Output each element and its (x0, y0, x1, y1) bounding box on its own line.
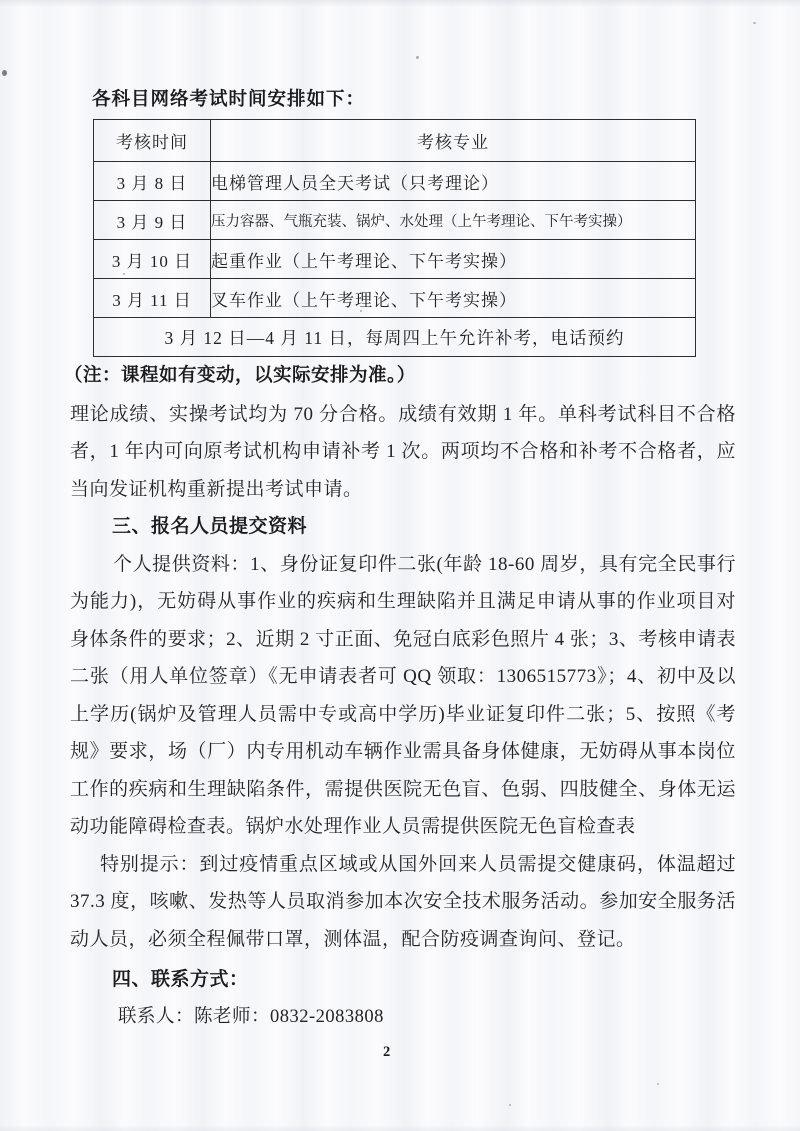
exam-date: 3 月 11 日 (94, 279, 211, 318)
paragraph-scoring-rules: 理论成绩、实操考试均为 70 分合格。成绩有效期 1 年。单科考试科目不合格者，1 年内可向原考试机构申请补考 1 次。两项均不合格和补考不合格者，应当向发证机构重新提出考试申请。 (70, 403, 736, 500)
scan-speckle (657, 1083, 659, 1085)
table-row (94, 240, 696, 279)
scan-speckle (509, 1104, 511, 1106)
section-4-heading: 四、联系方式： (112, 969, 249, 990)
scan-speckle (416, 56, 419, 59)
table-header-time: 考核时间 (94, 120, 211, 162)
scan-speckle (2, 70, 7, 76)
exam-date: 3 月 8 日 (94, 162, 211, 201)
section-3-heading: 三、报名人员提交资料 (112, 516, 308, 537)
exam-date: 3 月 9 日 (94, 201, 211, 240)
contact-person-line: 联系人：陈老师：0832-2083808 (118, 1006, 384, 1027)
scan-speckle (360, 310, 362, 312)
paragraph-required-materials: 个人提供资料：1、身份证复印件二张(年龄 18-60 周岁，具有完全民事行为能力)，无妨碍从事作业的疾病和生理缺陷并且满足申请从事的作业项目对身体条件的要求；2、近期 2 寸正面、免冠白底彩色照片 4 张；3、考核申请表二张（用人单位签章）《无申请表者可 QQ 领取：1306515773》；4、初中及以上学历(锅炉及管理人员需中专或高中学历)毕业证复印件二张；5、按照《考规》要求，场（厂）内专用机动车辆作业需具备身体健康，无妨碍从事本岗位工作的疾病和生理缺陷条件，需提供医院无色盲、色弱、四肢健全、身体无运动功能障碍检查表。锅炉水处理作业人员需提供医院无色盲检查表 (70, 553, 736, 837)
table-header-subject: 考核专业 (211, 120, 696, 162)
table-header-row (94, 120, 696, 162)
paragraph-covid-notice: 特别提示：到过疫情重点区域或从国外回来人员需提交健康码，体温超过 37.3 度，咳嗽、发热等人员取消参加本次安全技术服务活动。参加安全服务活动人员，必须全程佩带口罩，测体温，配合防疫调查询问、登记。 (70, 853, 736, 950)
schedule-intro-heading: 各科目网络考试时间安排如下： (92, 90, 366, 110)
scan-speckle (753, 22, 756, 24)
makeup-exam-info: 3 月 12 日—4 月 11 日，每周四上午允许补考，电话预约 (94, 318, 696, 357)
exam-subject: 电梯管理人员全天考试（只考理论） (211, 162, 696, 201)
exam-subject: 压力容器、气瓶充装、锅炉、水处理（上午考理论、下午考实操） (211, 201, 696, 240)
exam-schedule-table (93, 119, 696, 357)
table-row (94, 279, 696, 318)
page-number: 2 (383, 1044, 391, 1060)
scan-speckle (123, 273, 125, 275)
exam-subject: 叉车作业（上午考理论、下午考实操） (211, 279, 696, 318)
schedule-change-note: （注：课程如有变动，以实际安排为准。） (64, 366, 416, 386)
table-makeup-row (94, 318, 696, 357)
exam-subject: 起重作业（上午考理论、下午考实操） (211, 240, 696, 279)
document-body (0, 88, 800, 1036)
exam-date: 3 月 10 日 (94, 240, 211, 279)
table-row (94, 201, 696, 240)
table-row (94, 162, 696, 201)
